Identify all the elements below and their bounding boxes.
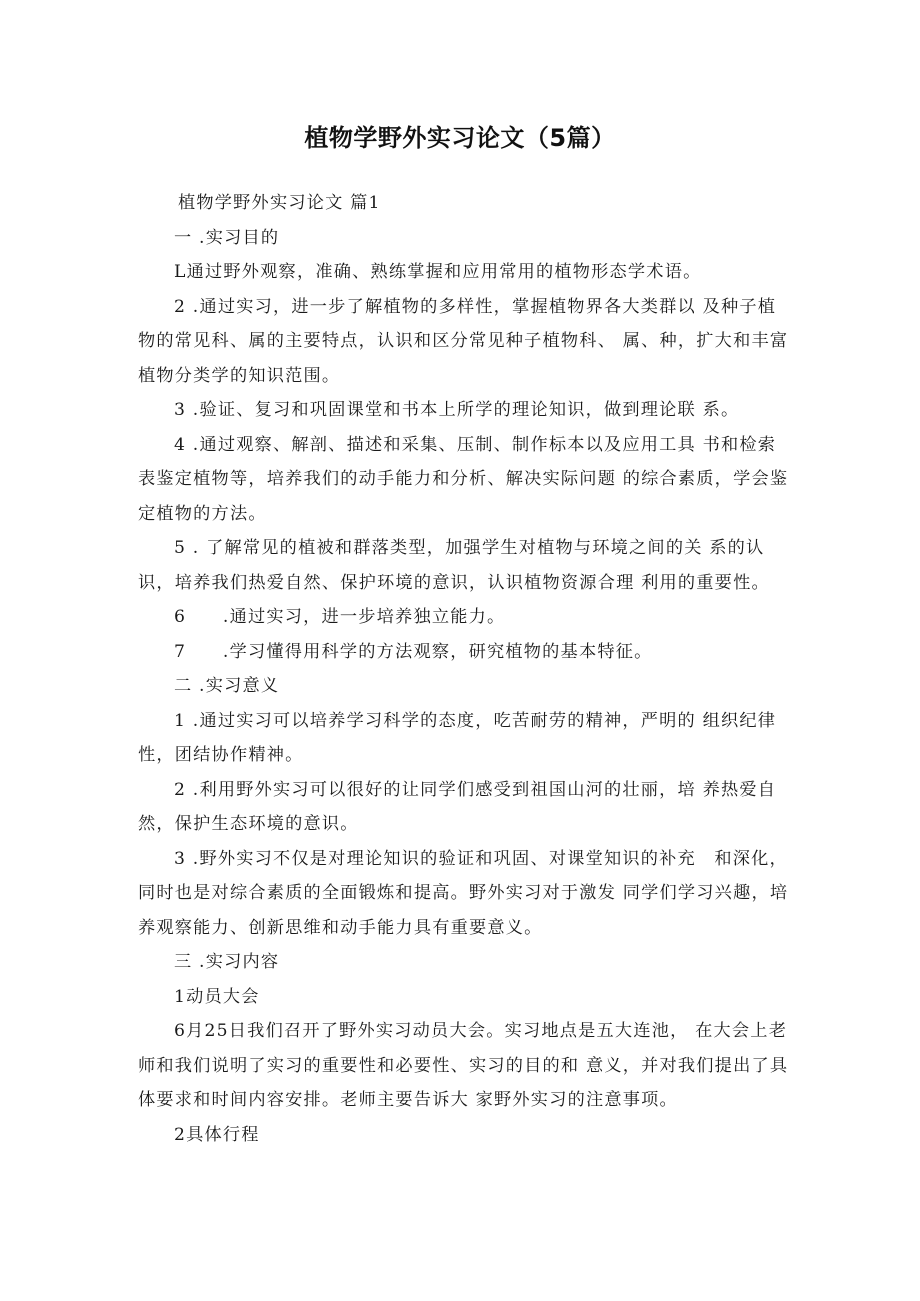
paragraph: 2 .通过实习，进一步了解植物的多样性，掌握植物界各大类群以 及种子植物的常见科、属的主要特点，认识和区分常见种子植物科、 属、种，扩大和丰富植物分类学的知识范围。 bbox=[138, 296, 789, 386]
item-heading: 1动员大会 bbox=[174, 986, 260, 1007]
document-title: 植物学野外实习论文（5篇） bbox=[304, 124, 616, 152]
paragraph: 6 .通过实习，进一步培养独立能力。 bbox=[174, 607, 506, 627]
paragraph: L通过野外观察，准确、熟练掌握和应用常用的植物形态学术语。 bbox=[174, 262, 702, 282]
subsection-heading: 二 .实习意义 bbox=[174, 676, 280, 696]
paragraph: 6月25日我们召开了野外实习动员大会。实习地点是五大连池， 在大会上老师和我们说明了实习的重要性和必要性、实习的目的和 意义，并对我们提出了具体要求和时间内容安排。老师主要告诉大 家野外实习的注意事项。 bbox=[138, 1021, 789, 1110]
subsection-heading: 三 .实习内容 bbox=[174, 952, 280, 972]
paragraph: 5 . 了解常见的植被和群落类型，加强学生对植物与环境之间的关 系的认识，培养我们热爱自然、保护环境的意识，认识植物资源合理 利用的重要性。 bbox=[138, 538, 770, 593]
paragraph: 1 .通过实习可以培养学习科学的态度，吃苦耐劳的精神，严明的 组织纪律性，团结协作精神。 bbox=[138, 710, 777, 765]
paragraph: 3 .验证、复习和巩固课堂和书本上所学的理论知识，做到理论联 系。 bbox=[174, 400, 740, 420]
item-heading: 2具体行程 bbox=[174, 1124, 260, 1145]
paragraph: 7 .学习懂得用科学的方法观察，研究植物的基本特征。 bbox=[174, 641, 653, 662]
paragraph: 4 .通过观察、解剖、描述和采集、压制、制作标本以及应用工具 书和检索表鉴定植物等，培养我们的动手能力和分析、解决实际问题 的综合素质，学会鉴定植物的方法。 bbox=[138, 434, 789, 524]
paragraph: 2 .利用野外实习可以很好的让同学们感受到祖国山河的壮丽，培 养热爱自然，保护生态环境的意识。 bbox=[138, 779, 777, 834]
paragraph: 3 .野外实习不仅是对理论知识的验证和巩固、对课堂知识的补充 和深化，同时也是对综合素质的全面锻炼和提高。野外实习对于激发 同学们学习兴趣，培养观察能力、创新思维和动手能力具有重要意义。 bbox=[138, 848, 789, 938]
subsection-heading: 一 .实习目的 bbox=[174, 227, 280, 248]
section-heading: 植物学野外实习论文 篇1 bbox=[178, 193, 381, 213]
document-body bbox=[138, 186, 794, 1152]
